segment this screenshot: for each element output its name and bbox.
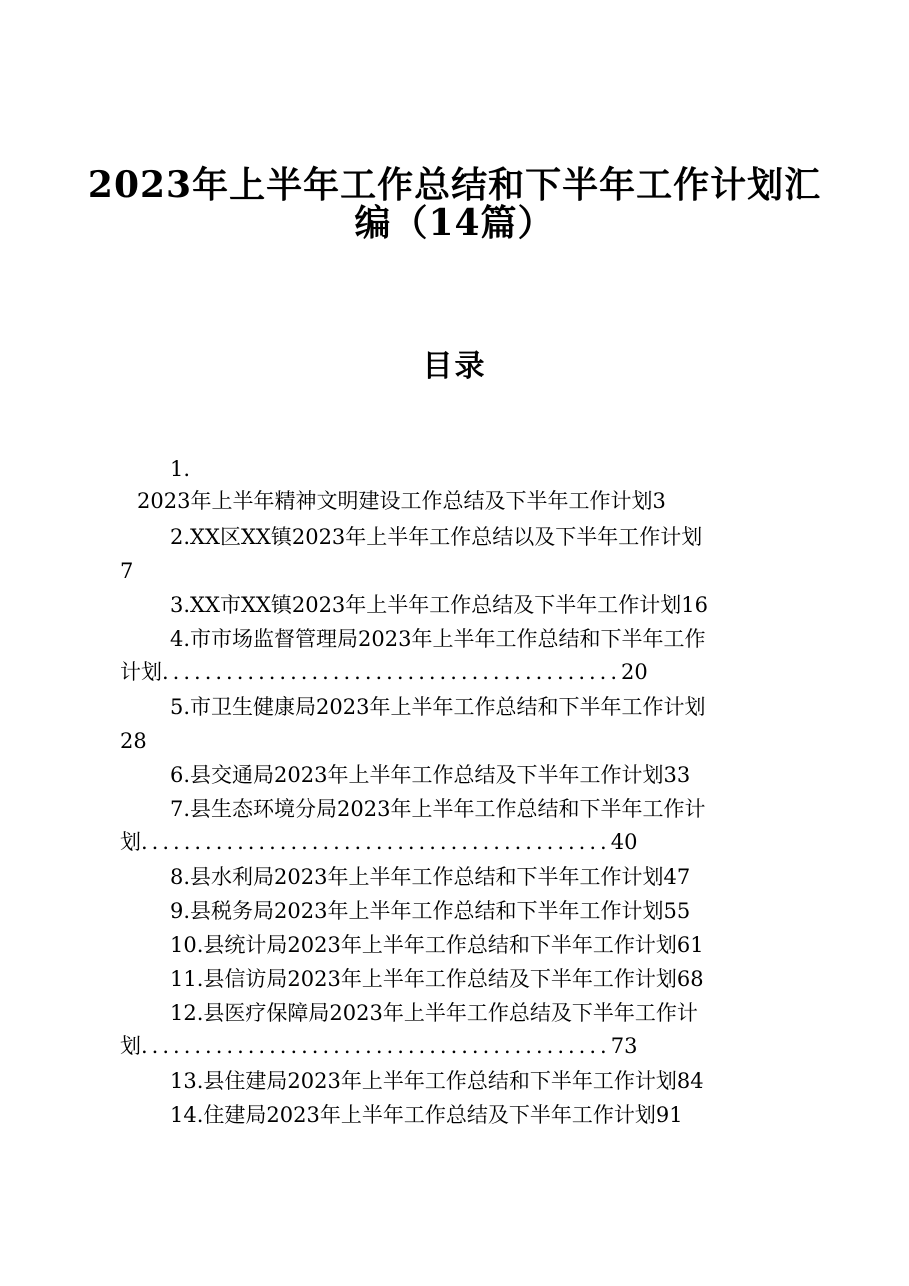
toc-heading: 目录	[422, 349, 487, 384]
toc-entry-14-number: 14.	[170, 1103, 204, 1127]
toc-entry-7[interactable]	[170, 794, 706, 824]
toc-entry-4-title-part2: 计划	[120, 660, 162, 684]
toc-entry-10-page: 61	[676, 933, 704, 957]
toc-entry-14-page: 91	[655, 1103, 683, 1127]
toc-entry-4-continued[interactable]	[120, 657, 648, 687]
toc-entry-5-page[interactable]: 28	[120, 729, 147, 753]
toc-entry-6[interactable]	[170, 760, 690, 790]
toc-entry-7-page: 40	[610, 830, 638, 854]
toc-entry-6-number: 6.	[170, 763, 191, 787]
toc-entry-10-number: 10.	[170, 933, 204, 957]
toc-entry-8[interactable]	[170, 862, 690, 892]
toc-entry-11[interactable]	[170, 964, 704, 994]
toc-entry-11-title: 县信访局2023年上半年工作总结及下半年工作计划	[203, 967, 677, 991]
toc-entry-12[interactable]	[170, 998, 698, 1028]
toc-entry-12-leader: ............................................	[141, 1034, 611, 1058]
toc-entry-4-leader: ...........................................	[162, 660, 622, 684]
toc-entry-12-title-part2: 划	[120, 1034, 141, 1058]
toc-entry-13-page: 84	[676, 1069, 704, 1093]
toc-entry-2[interactable]	[170, 522, 702, 552]
toc-entry-4-page: 20	[621, 660, 648, 684]
toc-entry-1-title: 2023年上半年精神文明建设工作总结及下半年工作计划	[137, 489, 653, 513]
toc-entry-4[interactable]	[170, 624, 706, 654]
toc-entry-9-number: 9.	[170, 899, 191, 923]
toc-entry-2-number: 2.	[170, 525, 191, 549]
toc-entry-10[interactable]	[170, 930, 704, 960]
toc-entry-1-number[interactable]: 1.	[170, 457, 191, 481]
toc-entry-12-continued[interactable]	[120, 1031, 637, 1061]
toc-entry-5-number: 5.	[170, 695, 191, 719]
toc-entry-13-number: 13.	[170, 1069, 204, 1093]
toc-entry-5-title: 市卫生健康局2023年上半年工作总结和下半年工作计划	[190, 695, 706, 719]
toc-entry-13[interactable]	[170, 1066, 704, 1096]
toc-entry-14[interactable]	[170, 1100, 683, 1130]
toc-entry-10-title: 县统计局2023年上半年工作总结和下半年工作计划	[203, 933, 677, 957]
toc-entry-11-number: 11.	[170, 967, 204, 991]
toc-entry-7-leader: ............................................	[141, 830, 611, 854]
toc-entry-3-title: XX市XX镇2023年上半年工作总结及下半年工作计划	[190, 593, 682, 617]
toc-entry-1-title-line[interactable]	[137, 486, 666, 516]
toc-entry-2-page[interactable]: 7	[120, 559, 134, 583]
toc-entry-9[interactable]	[170, 896, 690, 926]
toc-entry-9-page: 55	[663, 899, 691, 923]
toc-entry-8-page: 47	[663, 865, 691, 889]
document-title-line2: 编（14篇）	[354, 202, 555, 244]
toc-entry-4-title-part1: 市市场监督管理局2023年上半年工作总结和下半年工作	[190, 627, 706, 651]
toc-entry-6-page: 33	[663, 763, 691, 787]
toc-entry-4-number: 4.	[170, 627, 191, 651]
toc-entry-12-title-part1: 县医疗保障局2023年上半年工作总结及下半年工作计	[203, 1001, 698, 1025]
toc-entry-5[interactable]	[170, 692, 706, 722]
toc-entry-2-title: XX区XX镇2023年上半年工作总结以及下半年工作计划	[190, 525, 703, 549]
toc-entry-12-page: 73	[610, 1034, 638, 1058]
toc-entry-7-title-part1: 县生态环境分局2023年上半年工作总结和下半年工作计	[190, 797, 706, 821]
toc-entry-6-title: 县交通局2023年上半年工作总结及下半年工作计划	[190, 763, 664, 787]
toc-entry-7-continued[interactable]	[120, 827, 637, 857]
toc-entry-1-page: 3	[652, 489, 666, 513]
toc-entry-9-title: 县税务局2023年上半年工作总结和下半年工作计划	[190, 899, 664, 923]
toc-entry-11-page: 68	[676, 967, 704, 991]
toc-entry-7-title-part2: 划	[120, 830, 141, 854]
toc-entry-8-title: 县水利局2023年上半年工作总结和下半年工作计划	[190, 865, 664, 889]
toc-entry-14-title: 住建局2023年上半年工作总结及下半年工作计划	[203, 1103, 656, 1127]
toc-entry-13-title: 县住建局2023年上半年工作总结和下半年工作计划	[203, 1069, 677, 1093]
toc-entry-3[interactable]	[170, 590, 708, 620]
toc-entry-8-number: 8.	[170, 865, 191, 889]
toc-entry-12-number: 12.	[170, 1001, 204, 1025]
toc-entry-3-page: 16	[681, 593, 709, 617]
toc-entry-3-number: 3.	[170, 593, 191, 617]
document-title-line1: 2023年上半年工作总结和下半年工作计划汇	[87, 164, 822, 206]
toc-entry-7-number: 7.	[170, 797, 191, 821]
